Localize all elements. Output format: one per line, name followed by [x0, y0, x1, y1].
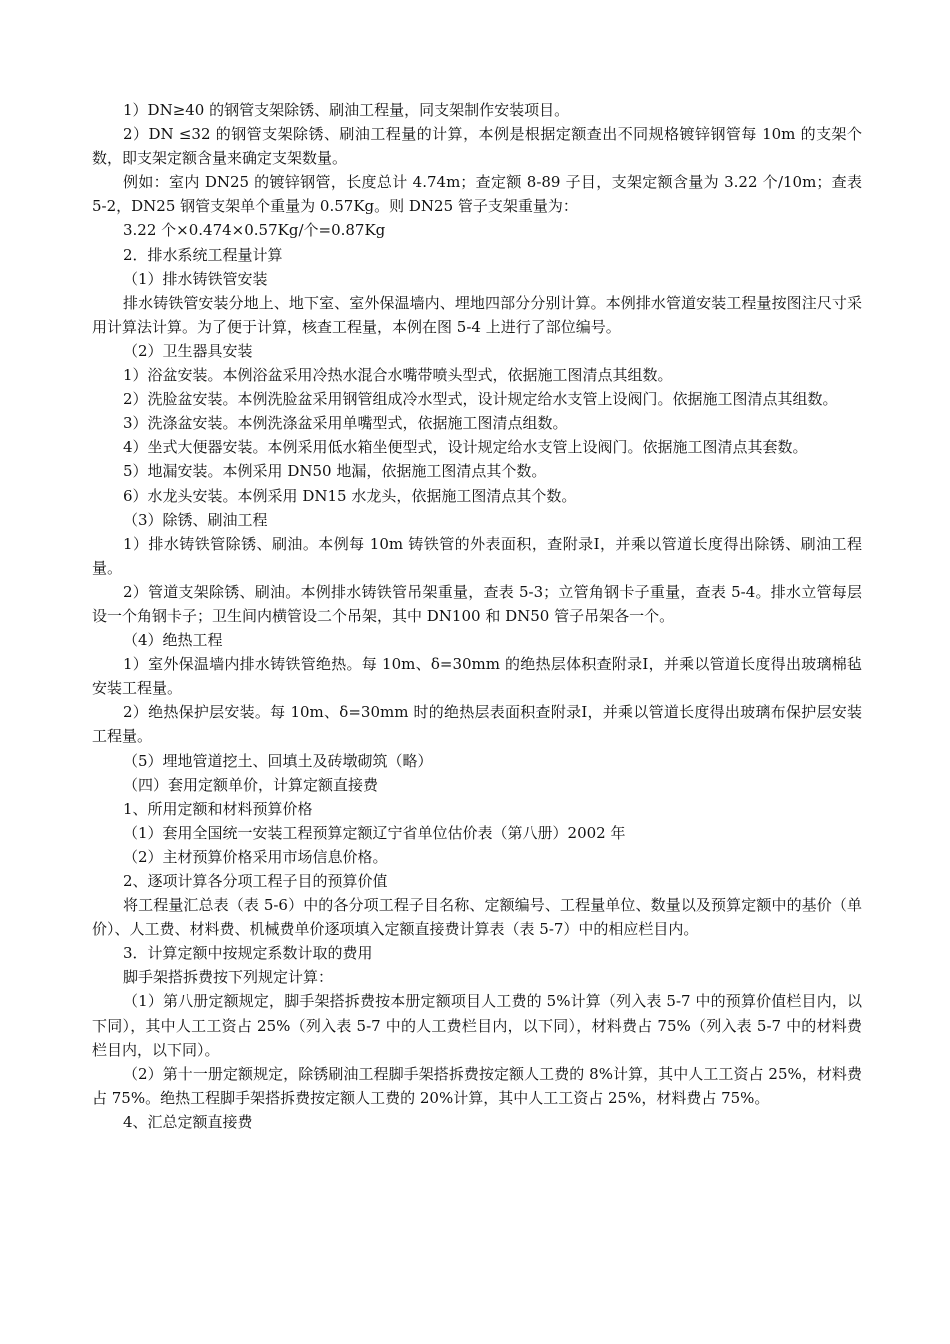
- subsection-heading: （5）埋地管道挖土、回填土及砖墩砌筑（略）: [123, 751, 433, 770]
- subsection-heading: （2）卫生器具安装: [123, 341, 253, 360]
- section-heading: 4、汇总定额直接费: [123, 1112, 253, 1131]
- paragraph: 3.22 个×0.474×0.57Kg/个=0.87Kg: [123, 221, 386, 240]
- section-heading: 2、逐项计算各分项工程子目的预算价值: [123, 872, 388, 890]
- subsection-heading: （3）除锈、刷油工程: [123, 510, 268, 529]
- section-heading: 2．排水系统工程量计算: [123, 245, 283, 264]
- paragraph: 1）浴盆安装。本例浴盆采用冷热水混合水嘴带喷头型式，依据施工图清点其组数。: [123, 366, 673, 385]
- paragraph: （1）第八册定额规定，脚手架搭拆费按本册定额项目人工费的 5%计算（列入表 5-7 中的预算价值栏目内，以下同），其中人工工资占 25%（列入表 5-7 中的人工费栏目内，以下同），材料费占 75%（列入表 5-7 中的材料费栏目内，以下同）。: [92, 992, 862, 1059]
- subsection-heading: （1）排水铸铁管安装: [123, 269, 268, 288]
- paragraph: 2）洗脸盆安装。本例洗脸盆采用钢管组成冷水型式，设计规定给水支管上设阀门。依据施工图清点其组数。: [123, 390, 838, 409]
- paragraph: 1）DN≥40 的钢管支架除锈、刷油工程量，同支架制作安装项目。: [123, 101, 570, 119]
- paragraph: 将工程量汇总表（表 5-6）中的各分项工程子目名称、定额编号、工程量单位、数量以及预算定额中的基价（单价）、人工费、材料费、机械费单价逐项填入定额直接费计算表（表 5-7）中的相应栏目内。: [92, 896, 862, 939]
- paragraph: 5）地漏安装。本例采用 DN50 地漏，依据施工图清点其个数。: [123, 462, 547, 481]
- paragraph: 例如：室内 DN25 的镀锌钢管，长度总计 4.74m；查定额 8-89 子目，支架定额含量为 3.22 个/10m；查表 5-2，DN25 钢管支架单个重量为 0.57Kg。则 DN25 管子支架重量为：: [92, 173, 862, 216]
- paragraph: 2）管道支架除锈、刷油。本例排水铸铁管吊架重量，查表 5-3；立管角钢卡子重量，查表 5-4。排水立管每层设一个角钢卡子；卫生间内横管设二个吊架，其中 DN100 和 DN50 管子吊架各一个。: [92, 582, 862, 625]
- paragraph: （1）套用全国统一安装工程预算定额辽宁省单位估价表（第八册）2002 年: [123, 823, 626, 842]
- paragraph: （2）第十一册定额规定，除锈刷油工程脚手架搭拆费按定额人工费的 8%计算，其中人工工资占 25%，材料费占 75%。绝热工程脚手架搭拆费按定额人工费的 20%计算，其中人工工资占 25%，材料费占 75%。: [92, 1064, 862, 1107]
- subsection-heading: （4）绝热工程: [123, 631, 223, 650]
- paragraph: 4）坐式大便器安装。本例采用低水箱坐便型式，设计规定给水支管上设阀门。依据施工图清点其套数。: [123, 438, 808, 457]
- section-heading: 3．计算定额中按规定系数计取的费用: [123, 944, 373, 963]
- paragraph: 2）绝热保护层安装。每 10m、δ=30mm 时的绝热层表面积查附录Ⅰ，并乘以管道长度得出玻璃布保护层安装工程量。: [92, 703, 862, 746]
- paragraph: 6）水龙头安装。本例采用 DN15 水龙头，依据施工图清点其个数。: [123, 486, 577, 505]
- paragraph: 排水铸铁管安装分地上、地下室、室外保温墙内、埋地四部分分别计算。本例排水管道安装工程量按图注尺寸采用计算法计算。为了便于计算，核查工程量，本例在图 5-4 上进行了部位编号。: [92, 293, 862, 336]
- paragraph: 1）排水铸铁管除锈、刷油。本例每 10m 铸铁管的外表面积，查附录Ⅰ，并乘以管道长度得出除锈、刷油工程量。: [92, 534, 862, 577]
- paragraph: （2）主材预算价格采用市场信息价格。: [123, 847, 388, 866]
- section-heading: 1、所用定额和材料预算价格: [123, 799, 313, 818]
- paragraph: 1）室外保温墙内排水铸铁管绝热。每 10m、δ=30mm 的绝热层体积查附录Ⅰ，并乘以管道长度得出玻璃棉毡安装工程量。: [92, 655, 862, 698]
- document-body: [92, 98, 862, 1134]
- paragraph: 2）DN ≤32 的钢管支架除锈、刷油工程量的计算，本例是根据定额查出不同规格镀锌钢管每 10m 的支架个数，即支架定额含量来确定支架数量。: [92, 125, 862, 168]
- section-heading: （四）套用定额单价，计算定额直接费: [123, 775, 379, 794]
- paragraph: 3）洗涤盆安装。本例洗涤盆采用单嘴型式，依据施工图清点组数。: [123, 414, 568, 433]
- paragraph: 脚手架搭拆费按下列规定计算：: [123, 968, 334, 987]
